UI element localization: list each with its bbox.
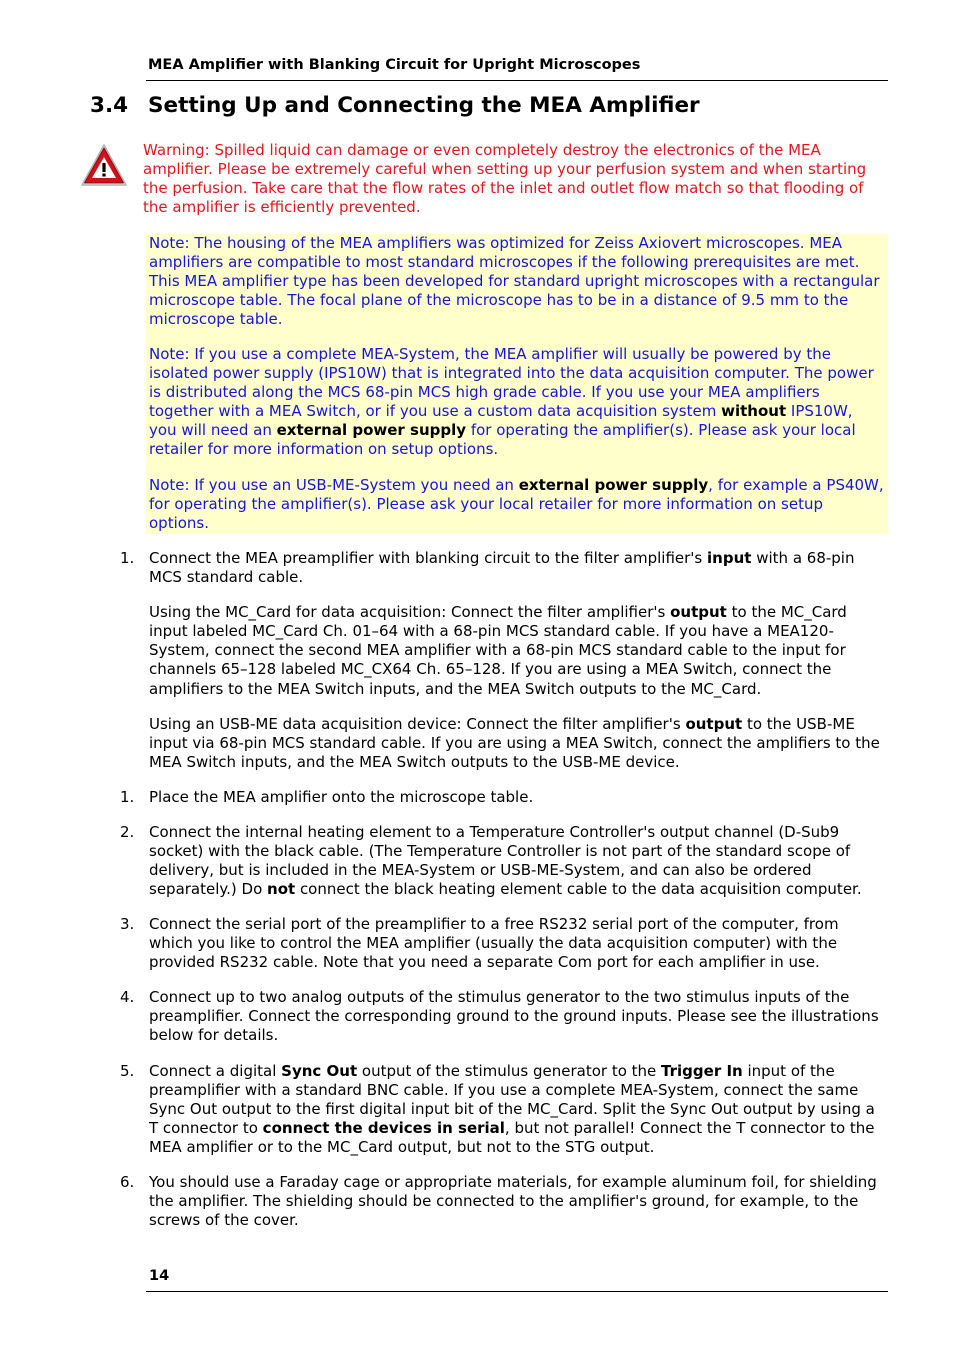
note-power-supply-usb-me: Note: If you use an USB-ME-System you need an external power supply, for example a PS40W, for operating the amplifier(s). Please ask your local retailer for more information on setup options. bbox=[149, 476, 884, 533]
section-number: 3.4 bbox=[90, 93, 129, 118]
note-power-supply-mea-system: Note: If you use a complete MEA-System, the MEA amplifier will usually be powered by the isolated power supply (IPS10W) that is integrated into the data acquisition computer. The power is distributed along the MCS 68-pin MCS high grade cable. If you use your MEA amplifiers together with a MEA Switch, or if you use a custom data acquisition system without IPS10W, you will need an external power supply for operating the amplifier(s). Please ask your local retailer for more information on setup options. bbox=[149, 345, 874, 459]
list-item bbox=[120, 788, 887, 807]
list-item-text: Connect a digital Sync Out output of the stimulus generator to the Trigger In input of the preamplifier with a standard BNC cable. If you use a complete MEA-System, connect the same Sync Out output to the first digital input bit of the MC_Card. Split the Sync Out output by using a T connector to connect the devices in serial, but not parallel! Connect the T connector to the MEA amplifier or to the MC_Card output, but not to the STG output. bbox=[149, 1062, 875, 1157]
list-item-subparagraph: Using the MC_Card for data acquisition: Connect the filter amplifier's output to the MC_Card input labeled MC_Card Ch. 01–64 with a 68-pin MCS standard cable. If you have a MEA120-System, connect the second MEA amplifier with a 68-pin MCS standard cable to the input for channels 65–128 labeled MC_CX64 Ch. 65–128. If you are using a MEA Switch, connect the amplifiers to the MEA Switch inputs, and the MEA Switch outputs to the MC_Card. bbox=[149, 603, 847, 698]
list-item-text: Connect up to two analog outputs of the stimulus generator to the two stimulus inputs of the preamplifier. Connect the corresponding ground to the ground inputs. Please see the illustrations below for details. bbox=[149, 988, 879, 1045]
list-item-text: Place the MEA amplifier onto the microscope table. bbox=[149, 788, 534, 806]
warning-text: Warning: Spilled liquid can damage or even completely destroy the electronics of the MEA amplifier. Please be extremely careful when setting up your perfusion system and when starting the perfusion. Take care that the flow rates of the inlet and outlet flow match so that flooding of the amplifier is efficiently prevented. bbox=[143, 141, 867, 216]
page-number: 14 bbox=[149, 1268, 170, 1284]
section-heading: Setting Up and Connecting the MEA Amplifier bbox=[148, 93, 700, 118]
header-rule bbox=[146, 80, 888, 81]
list-item-text: Connect the MEA preamplifier with blanking circuit to the filter amplifier's input with a 68-pin MCS standard cable. bbox=[149, 549, 855, 587]
list-item bbox=[120, 915, 887, 972]
list-item-number: 1. bbox=[120, 549, 135, 567]
list-item-number: 1. bbox=[120, 788, 135, 806]
list-item-number: 6. bbox=[120, 1173, 135, 1191]
warning-triangle-icon bbox=[80, 143, 128, 187]
list-item-number: 4. bbox=[120, 988, 135, 1006]
list-item-number: 2. bbox=[120, 823, 135, 841]
list-item-text: Connect the internal heating element to a Temperature Controller's output channel (D-Sub9 socket) with the black cable. (The Temperature Controller is not part of the standard scope of delivery, but is included in the MEA-System or USB-ME-System, and can also be ordered separately.) Do not connect the black heating element cable to the data acquisition computer. bbox=[149, 823, 862, 899]
list-item-number: 5. bbox=[120, 1062, 135, 1080]
list-item-text: Connect the serial port of the preamplifier to a free RS232 serial port of the computer, from which you like to control the MEA amplifier (usually the data acquisition computer) with the provided RS232 cable. Note that you need a separate Com port for each amplifier in use. bbox=[149, 915, 839, 972]
list-item bbox=[120, 549, 887, 772]
list-item bbox=[120, 988, 887, 1045]
list-item bbox=[120, 1173, 887, 1230]
footer-rule bbox=[146, 1291, 888, 1292]
note-microscope-compatibility: Note: The housing of the MEA amplifiers was optimized for Zeiss Axiovert microscopes. MEA amplifiers are compatible to most standard microscopes if the following prerequisites are met. This MEA amplifier type has been developed for standard upright microscopes with a rectangular microscope table. The focal plane of the microscope has to be in a distance of 9.5 mm to the microscope table. bbox=[149, 234, 880, 329]
list-item-text: You should use a Faraday cage or appropriate materials, for example aluminum foil, for shielding the amplifier. The shielding should be connected to the amplifier's ground, for example, to the screws of the cover. bbox=[149, 1173, 877, 1230]
running-header: MEA Amplifier with Blanking Circuit for Upright Microscopes bbox=[148, 57, 641, 73]
list-item-number: 3. bbox=[120, 915, 135, 933]
section-title bbox=[90, 93, 700, 118]
list-item bbox=[120, 1062, 887, 1157]
list-item-subparagraph: Using an USB-ME data acquisition device: Connect the filter amplifier's output to the USB-ME input via 68-pin MCS standard cable. If you are using a MEA Switch, connect the amplifiers to the MEA Switch inputs, and the MEA Switch outputs to the USB-ME device. bbox=[149, 714, 880, 771]
list-item bbox=[120, 823, 887, 899]
